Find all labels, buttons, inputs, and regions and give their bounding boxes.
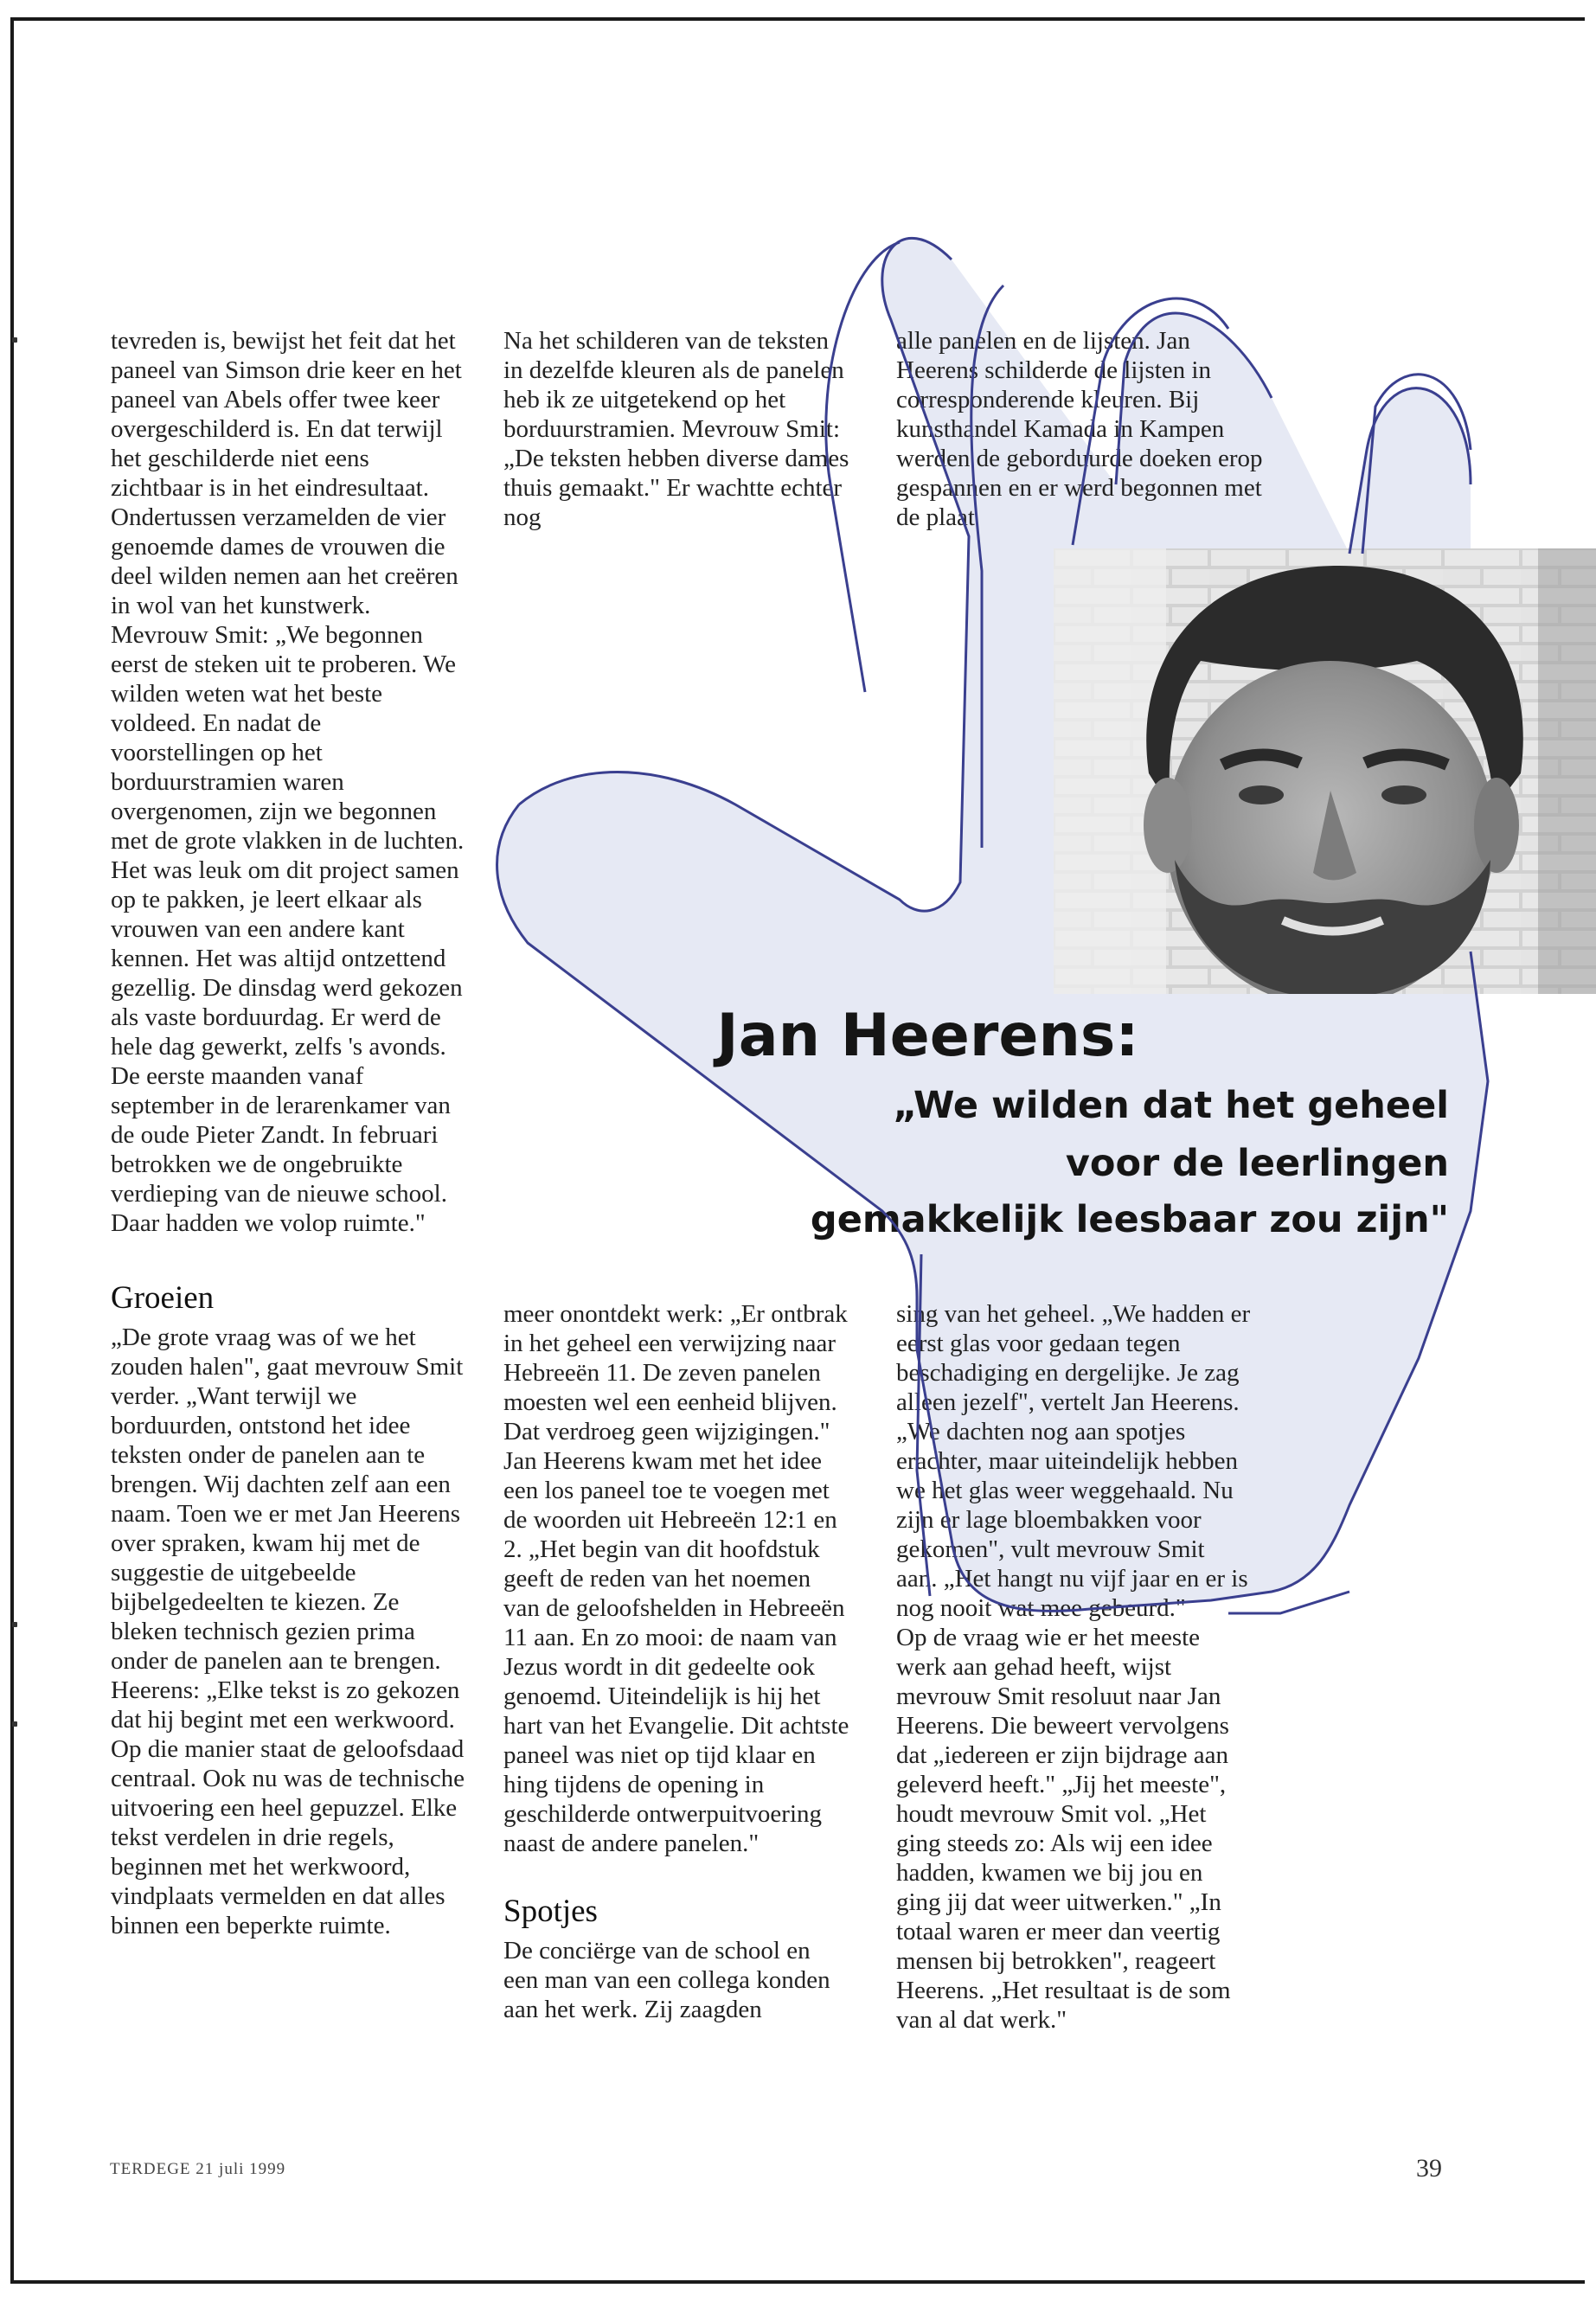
scan-mark [12, 1721, 17, 1727]
column-2-bottom [503, 1299, 849, 2024]
column-3-top [896, 326, 1268, 532]
column-1 [111, 326, 465, 1940]
col3-bottom-paragraph-1: sing van het geheel. „We hadden er eerst glas voor gedaan tegen beschadiging en dergelijke. Je zag alleen jezelf", vertelt Jan Heerens. „We dachten nog aan spotjes erachter, maar uiteindelijk hebben we het glas weer weggehaald. Nu zijn er lage bloembakken voor gekomen", vult mevrouw Smit aan. „Het hangt nu vijf jaar en er is nog nooit wat mee gebeurd." [896, 1300, 1251, 1622]
headline-quote-line-1: „We wilden dat het geheel [893, 1084, 1449, 1127]
column-3-bottom [896, 1299, 1251, 2035]
column-2-top [503, 326, 849, 532]
footer-publication: TERDEGE 21 juli 1999 [110, 2160, 286, 2178]
headline-quote-line-2: voor de leerlingen [1065, 1142, 1449, 1185]
footer-page-number: 39 [1416, 2154, 1442, 2182]
col3-top-paragraph: alle panelen en de lijsten. Jan Heerens schilderde de lijsten in corresponderende kleuren. Bij kunsthandel Kamada in Kampen werden de geborduurde doeken erop gespannen en er werd begonnen met de plaat [896, 327, 1263, 531]
col1-paragraph-2: Ondertussen verzamelden de vier genoemde dames de vrouwen die deel wilden nemen aan het creëren in wol van het kunstwerk. Mevrouw Smit: „We begonnen eerst de steken uit te proberen. We wilden weten wat het beste voldeed. En nadat de voorstellingen op het borduurstramien waren overgenomen, zijn we begonnen met de grote vlakken in de luchten. Het was leuk om dit project samen op te pakken, je leert elkaar als vrouwen van een andere kant kennen. Het was altijd ontzettend gezellig. De dinsdag werd gekozen als vaste borduurdag. Er werd de hele dag gewerkt, zelfs 's avonds. De eerste maanden vanaf september in de lerarenkamer van de oude Pieter Zandt. In februari betrokken we de ongebruikte verdieping van de nieuwe school. Daar hadden we volop ruimte." [111, 503, 465, 1237]
portrait-photo-icon [1054, 548, 1596, 994]
heading-spotjes: Spotjes [503, 1894, 598, 1929]
headline-title: Jan Heerens: [716, 1002, 1139, 1070]
col2-bottom-paragraph: meer onontdekt werk: „Er ontbrak in het geheel een verwijzing naar Hebreeën 11. De zeven panelen moesten wel een eenheid blijven. Dat verdroeg geen wijzigingen." Jan Heerens kwam met het idee een los paneel toe te voegen met de woorden uit Hebreeën 12:1 en 2. „Het begin van dit hoofdstuk geeft de reden van het noemen van de geloofshelden in Hebreeën 11 aan. En zo mooi: de naam van Jezus wordt in dit gedeelte ook genoemd. Uiteindelijk is hij het hart van het Evangelie. Dit achtste paneel was niet op tijd klaar en hing tijdens de opening in geschilderde ontwerpuitvoering naast de andere panelen." [503, 1300, 849, 1857]
scan-mark [12, 1622, 17, 1627]
scan-mark [12, 337, 17, 343]
col2-top-paragraph: Na het schilderen van de teksten in dezelfde kleuren als de panelen heb ik ze uitgetekend op het borduurstramien. Mevrouw Smit: „De teksten hebben diverse dames thuis gemaakt." Er wachtte echter nog [503, 327, 849, 531]
col1-paragraph-1: tevreden is, bewijst het feit dat het paneel van Simson drie keer en het paneel van Abels offer twee keer overgeschilderd is. En dat terwijl het geschilderde niet eens zichtbaar is in het eindresultaat. [111, 327, 462, 502]
col3-bottom-paragraph-2: Op de vraag wie er het meeste werk aan gehad heeft, wijst mevrouw Smit resoluut naar Jan Heerens. Die beweert vervolgens dat „iedereen er zijn bijdrage aan geleverd heeft." „Jij het meeste", houdt mevrouw Smit vol. „Het ging steeds zo: Als wij een idee hadden, kwamen we bij jou en ging jij dat weer uitwerken." „In totaal waren er meer dan veertig mensen bij betrokken", reageert Heerens. „Het resultaat is de som van al dat werk." [896, 1624, 1231, 2034]
heading-groeien: Groeien [111, 1280, 215, 1316]
portrait-photo [1054, 548, 1596, 994]
col1-paragraph-4: Heerens: „Elke tekst is zo gekozen dat hij begint met een werkwoord. Op die manier staat de geloofsdaad centraal. Ook nu was de technische uitvoering een heel gepuzzel. Elke tekst verdelen in drie regels, beginnen met het werkwoord, vindplaats vermelden en dat alles binnen een beperkte ruimte. [111, 1676, 465, 1939]
col1-paragraph-3: „De grote vraag was of we het zouden halen", gaat mevrouw Smit verder. „Want terwijl we borduurden, ontstond het idee teksten onder de panelen aan te brengen. Wij dachten zelf aan een naam. Toen we er met Jan Heerens over spraken, kwam hij met de suggestie de uitgebeelde bijbelgedeelten te kiezen. Ze bleken technisch gezien prima onder de panelen aan te brengen. [111, 1324, 464, 1675]
col2-bottom-paragraph-2: De conciërge van de school en een man van een collega konden aan het werk. Zij zaagden [503, 1937, 830, 2023]
headline-quote-line-3: gemakkelijk leesbaar zou zijn" [810, 1198, 1449, 1241]
